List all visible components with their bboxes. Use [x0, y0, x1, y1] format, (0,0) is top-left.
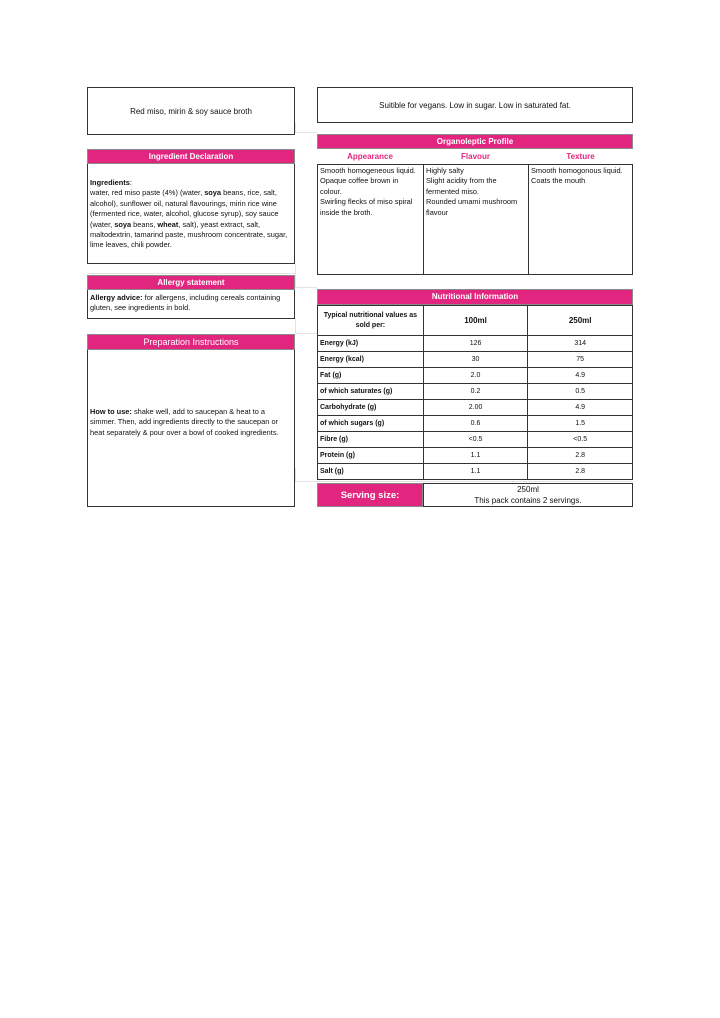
value-100ml: <0.5	[423, 432, 528, 448]
nutrient-label: Energy (kcal)	[318, 352, 424, 368]
organoleptic-heading	[317, 134, 633, 149]
value-100ml: 0.2	[423, 384, 528, 400]
nutrition-header-row	[318, 306, 633, 336]
allergy-text: for allergens, including cereals containing gluten, see ingredients in bold.	[90, 293, 281, 313]
flavour-heading	[423, 150, 528, 164]
table-row	[318, 384, 633, 400]
value-250ml: 0.5	[528, 384, 633, 400]
ingredient-segment: , salt), yeast extract, salt, maltodextrin, tamarind paste, mushroom concentrate, sugar, lime leaves, chili powder.	[90, 219, 288, 250]
preparation-text: shake well, add to saucepan & heat to a simmer. Then, add ingredients directly to the saucepan or heat separately & pour over a bowl of cooked ingredients.	[90, 407, 279, 437]
grid-cell	[295, 264, 317, 288]
value-100ml: 30	[423, 352, 528, 368]
ingredient-segment: beans,	[131, 219, 158, 229]
ingredients-label-line: Ingredients:	[90, 178, 132, 187]
value-250ml: 2.8	[528, 448, 633, 464]
table-row	[318, 448, 633, 464]
allergy-label: Allergy advice:	[90, 293, 143, 302]
ingredient-segment: water, red miso paste (4%) (water,	[90, 188, 205, 198]
product-name: Red miso, mirin & soy sauce broth	[130, 106, 252, 116]
serving-size-label-box	[317, 483, 423, 507]
product-name-box	[87, 87, 295, 135]
allergen-soya: soya	[114, 219, 132, 229]
serving-size-note: This pack contains 2 servings.	[474, 495, 582, 505]
value-250ml: 75	[528, 352, 633, 368]
nutrient-label: of which saturates (g)	[318, 384, 424, 400]
claims-text: Suitible for vegans. Low in sugar. Low in saturated fat.	[379, 100, 571, 110]
grid-cell	[87, 264, 295, 274]
value-250ml: <0.5	[528, 432, 633, 448]
value-250ml: 4.9	[528, 400, 633, 416]
texture-heading	[528, 150, 633, 164]
preparation-label: How to use:	[90, 407, 132, 416]
nutrient-label: Protein (g)	[318, 448, 424, 464]
ingredients-text	[90, 188, 292, 250]
table-row	[318, 416, 633, 432]
nutrient-label: of which sugars (g)	[318, 416, 424, 432]
ingredient-declaration-heading	[87, 149, 295, 164]
ingredients-box	[87, 164, 295, 264]
table-row	[318, 368, 633, 384]
nutrient-label: Carbohydrate (g)	[318, 400, 424, 416]
value-100ml: 1.1	[423, 464, 528, 480]
texture-cell: Smooth homogonous liquid. Coats the mouth	[528, 164, 633, 275]
nutrient-label: Energy (kJ)	[318, 336, 424, 352]
appearance-heading-text: Appearance	[347, 152, 393, 161]
claims-box	[317, 87, 633, 123]
grid-cell	[295, 318, 317, 334]
table-row	[318, 352, 633, 368]
nutrition-table	[317, 305, 633, 480]
preparation-heading-text: Preparation Instructions	[143, 337, 239, 347]
grid-cell	[295, 123, 317, 133]
allergy-box	[87, 290, 295, 319]
value-100ml: 2.00	[423, 400, 528, 416]
value-100ml: 126	[423, 336, 528, 352]
value-100ml: 1.1	[423, 448, 528, 464]
ingredients-label: Ingredients	[90, 178, 130, 187]
preparation-box	[87, 350, 295, 507]
table-row	[318, 464, 633, 480]
value-100ml: 2.0	[423, 368, 528, 384]
serving-size-value-box	[423, 483, 633, 507]
nutrition-header-label: Typical nutritional values as sold per:	[318, 306, 424, 336]
appearance-cell: Smooth homogeneous liquid. Opaque coffee brown in colour. Swirling flecks of miso spiral inside the broth.	[317, 164, 424, 275]
allergen-soya: soya	[204, 188, 222, 198]
ingredient-segment: beans, rice, salt, alcohol), sunflower oil, natural flavourings, mirin rice wine (fermented rice, water, alcohol, glucose syrup), soy sauce (water,	[90, 188, 279, 229]
nutrient-label: Salt (g)	[318, 464, 424, 480]
nutrition-col-250ml: 250ml	[528, 306, 633, 336]
organoleptic-heading-text: Organoleptic Profile	[436, 137, 514, 146]
flavour-cell: Highly salty Slight acidity from the fermented miso. Rounded umami mushroom flavour	[423, 164, 529, 275]
nutrition-col-100ml: 100ml	[423, 306, 528, 336]
value-100ml: 0.6	[423, 416, 528, 432]
ingredient-declaration-heading-text: Ingredient Declaration	[148, 152, 234, 161]
allergy-heading-text: Allergy statement	[157, 278, 225, 287]
value-250ml: 314	[528, 336, 633, 352]
nutrition-heading-text: Nutritional Information	[431, 292, 519, 301]
texture-heading-text: Texture	[566, 152, 595, 161]
appearance-heading	[317, 150, 423, 164]
table-row	[318, 432, 633, 448]
value-250ml: 4.9	[528, 368, 633, 384]
value-250ml: 1.5	[528, 416, 633, 432]
grid-cell	[295, 468, 317, 482]
nutrition-heading	[317, 289, 633, 305]
table-row	[318, 336, 633, 352]
serving-size-label: Serving size:	[340, 489, 400, 501]
allergen-wheat: wheat	[157, 219, 179, 229]
value-250ml: 2.8	[528, 464, 633, 480]
allergy-heading	[87, 275, 295, 290]
nutrition-table-wrap	[317, 305, 633, 475]
nutrient-label: Fat (g)	[318, 368, 424, 384]
serving-size-amount: 250ml	[517, 485, 539, 494]
flavour-heading-text: Flavour	[461, 152, 490, 161]
nutrient-label: Fibre (g)	[318, 432, 424, 448]
preparation-heading	[87, 334, 295, 350]
table-row	[318, 400, 633, 416]
